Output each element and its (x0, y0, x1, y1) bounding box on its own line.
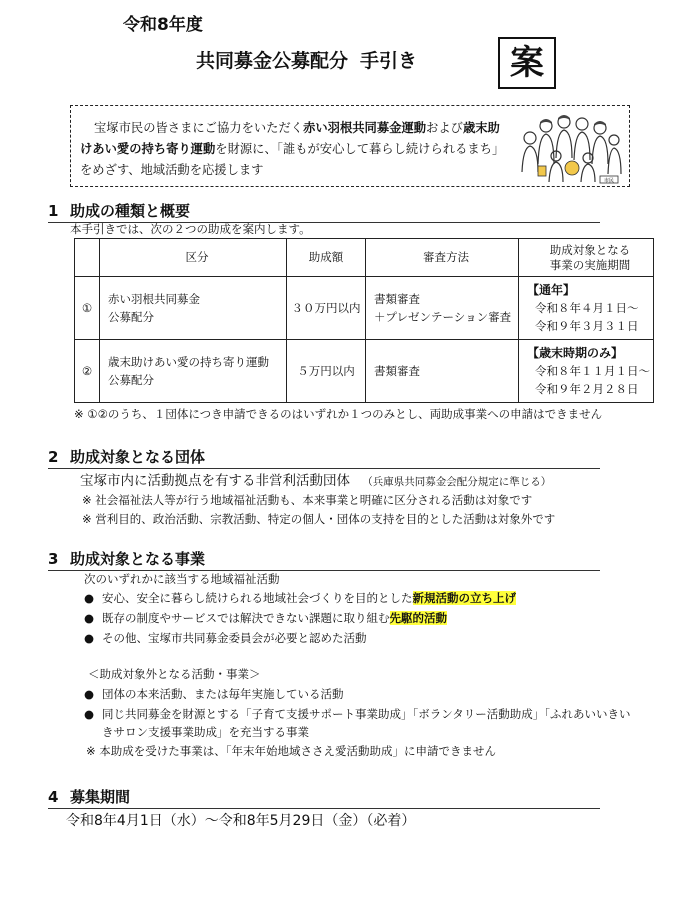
section-1-footnote: ※ ①②のうち、１団体につき申請できるのはいずれか１つのみとし、両助成事業への申請はできません (74, 407, 603, 421)
list-item (84, 686, 344, 702)
intro-bold1: 赤い羽根共同募金運動 (303, 121, 427, 135)
document-title (196, 46, 417, 73)
intro-p1: 宝塚市民の皆さまにご協力をいただく (94, 121, 304, 135)
section-1-lead: 本手引きでは、次の２つの助成を案内します。 (70, 222, 311, 236)
intro-bold2: 歳末助けあい愛の持ち寄り運動 (80, 121, 500, 156)
section-2-main (80, 469, 551, 489)
row-category (100, 277, 287, 340)
item-text: その他、宝塚市共同募金委員会が必要と認めた活動 (102, 631, 367, 645)
row-period (519, 277, 654, 340)
row-category-line1: 赤い羽根共同募金 (108, 292, 200, 306)
row-category (100, 340, 287, 403)
row-method-line1: 書類審査 (374, 364, 420, 378)
eligible-organization-note: （兵庫県共同募金会配分規定に準じる） (362, 476, 552, 488)
section-4-heading (48, 786, 600, 809)
list-item (84, 706, 631, 722)
intro-text (80, 118, 510, 181)
section-4-number: 4 (48, 788, 59, 806)
row-method-line2: ＋プレゼンテーション審査 (374, 310, 512, 324)
section-2-note-1: ※ 社会福祉法人等が行う地域福祉活動も、本来事業と明確に区分される活動は対象です (82, 493, 533, 507)
table-row (75, 340, 654, 403)
section-1-heading (48, 200, 600, 223)
item-highlight: 新規活動の立ち上げ (412, 591, 516, 605)
intro-p2: および (426, 121, 463, 135)
header-period-line2: 事業の実施期間 (549, 257, 631, 272)
application-period: 令和8年4月1日（水）～令和8年5月29日（金）（必着） (66, 813, 416, 829)
section-3-heading (48, 548, 600, 571)
year-title: 令和8年度 (123, 15, 203, 35)
bullet-icon: ● (84, 611, 95, 625)
table-row (75, 277, 654, 340)
eligible-organization: 宝塚市内に活動拠点を有する非営利活動団体 (80, 473, 350, 489)
section-3-number: 3 (48, 550, 59, 568)
row-period-line2: 令和９年２月２８日 (535, 382, 639, 396)
header-category: 区分 (100, 239, 287, 277)
header-period (519, 239, 654, 277)
list-item (84, 630, 367, 646)
bullet-icon: ● (84, 631, 95, 645)
header-period-line1: 助成対象となる (549, 242, 631, 257)
row-period (519, 340, 654, 403)
illustration-caption: 市民 (603, 178, 615, 184)
row-period-label: 【通年】 (527, 283, 576, 297)
bullet-icon: ● (84, 591, 95, 605)
row-method-line1: 書類審査 (374, 292, 420, 306)
section-1-title: 助成の種類と概要 (70, 202, 191, 220)
list-item (84, 610, 447, 626)
table-header-row (75, 239, 654, 277)
row-period-line1: 令和８年４月１日～ (535, 301, 639, 315)
section-1-number: 1 (48, 202, 59, 220)
row-amount: ３０万円以内 (287, 277, 366, 340)
row-mark: ② (75, 340, 100, 403)
header-amount: 助成額 (287, 239, 366, 277)
row-period-label: 【歳末時期のみ】 (527, 346, 624, 360)
section-2-heading (48, 446, 600, 469)
document-title-main: 共同募金公募配分 (196, 50, 349, 72)
row-period-line2: 令和９年３月３１日 (535, 319, 639, 333)
row-period-line1: 令和８年１１月１日～ (535, 364, 650, 378)
row-category-line1: 歳末助けあい愛の持ち寄り運動 (108, 355, 269, 369)
item-text: 同じ共同募金を財源とする「子育て支援サポート事業助成」「ボランタリー活動助成」「ふれあいいきい (102, 707, 631, 721)
grant-table (74, 238, 654, 403)
item-text-continued: きサロン支援事業助成」を充当する事業 (102, 725, 309, 739)
draft-mark: 案 (498, 37, 556, 89)
bullet-icon: ● (84, 707, 95, 721)
section-2-title: 助成対象となる団体 (70, 448, 206, 466)
section-3-note: ※ 本助成を受けた事業は、「年末年始地域ささえ愛活動助成」に申請できません (86, 744, 497, 758)
item-text: 既存の制度やサービスでは解決できない課題に取り組む (102, 611, 390, 625)
document-title-sub: 手引き (360, 50, 418, 72)
excluded-title: ＜助成対象外となる活動・事業＞ (88, 667, 261, 681)
list-item (84, 590, 516, 606)
header-method: 審査方法 (366, 239, 519, 277)
row-category-line2: 公募配分 (108, 373, 154, 387)
section-4-title: 募集期間 (70, 788, 131, 806)
row-method (366, 340, 519, 403)
intro-p3: を財源に、「誰もが安心して暮らし続けられるまち」をめざす、地域活動を応援します (80, 142, 505, 177)
section-2-number: 2 (48, 448, 59, 466)
section-2-note-2: ※ 営利目的、政治活動、宗教活動、特定の個人・団体の支持を目的とした活動は対象外です (82, 512, 556, 526)
header-mark (75, 239, 100, 277)
item-text: 安心、安全に暮らし続けられる地域社会づくりを目的とした (102, 591, 413, 605)
bullet-icon: ● (84, 687, 95, 701)
row-mark: ① (75, 277, 100, 340)
section-3-lead: 次のいずれかに該当する地域福祉活動 (84, 572, 280, 586)
item-text: 団体の本来活動、または毎年実施している活動 (102, 687, 344, 701)
item-highlight: 先駆的活動 (389, 611, 447, 625)
row-category-line2: 公募配分 (108, 310, 154, 324)
row-method (366, 277, 519, 340)
row-amount: ５万円以内 (287, 340, 366, 403)
community-people-illustration (516, 112, 624, 184)
section-3-title: 助成対象となる事業 (70, 550, 206, 568)
